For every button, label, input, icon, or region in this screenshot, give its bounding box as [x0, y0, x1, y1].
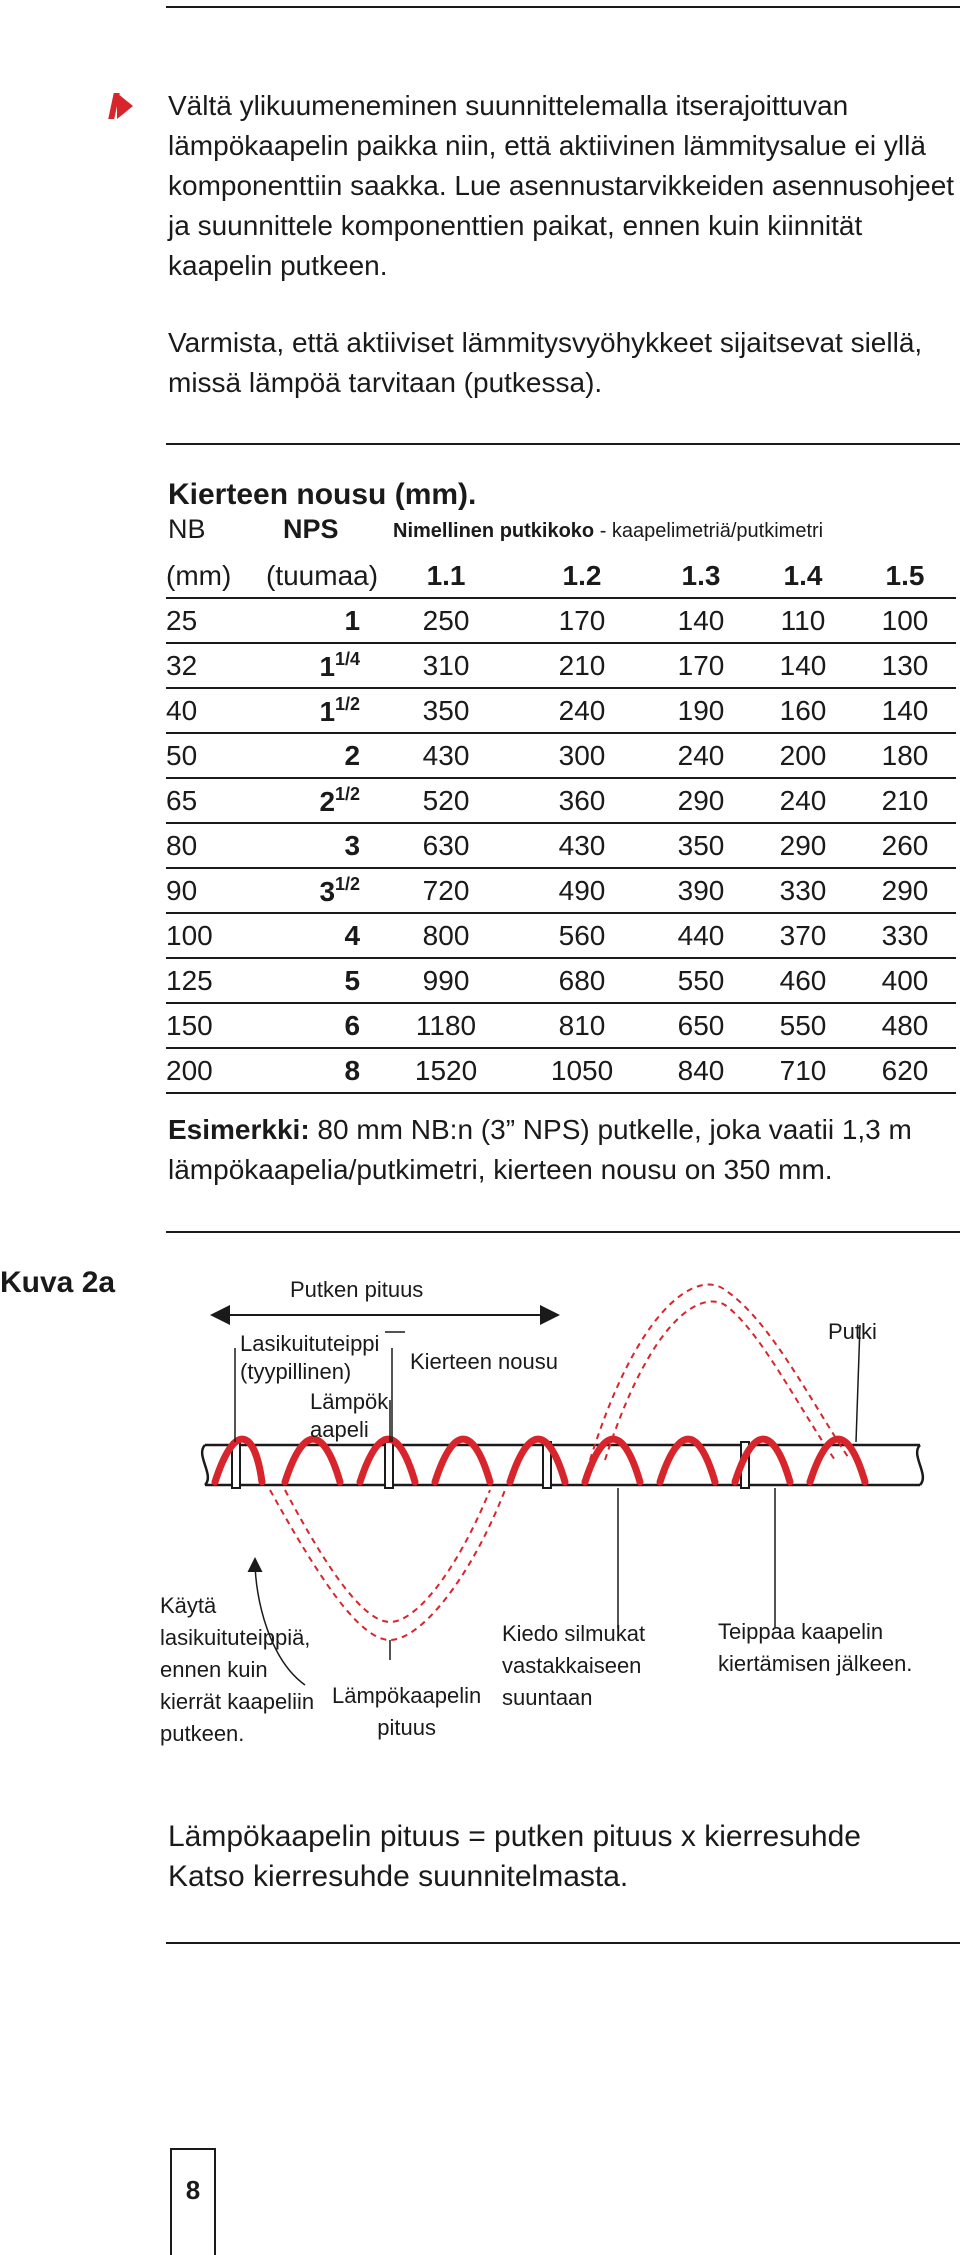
cell-nps	[266, 823, 378, 868]
cell-nps	[266, 958, 378, 1003]
cell-pitch: 810	[514, 1003, 650, 1048]
label-pitch: Kierteen nousu	[410, 1349, 558, 1374]
table-row	[166, 598, 956, 643]
label-use-tape	[160, 1590, 314, 1750]
cell-pitch: 550	[650, 958, 752, 1003]
table-title: Kierteen nousu (mm).	[168, 478, 477, 511]
top-rule	[166, 6, 960, 8]
formula-line-1: Lämpökaapelin pituus = putken pituus x kierresuhde	[168, 1820, 861, 1853]
table-row	[166, 958, 956, 1003]
red-arrow-bullet-icon	[117, 93, 133, 119]
cell-pitch: 350	[378, 688, 514, 733]
use-tape-line-3: ennen kuin	[160, 1657, 268, 1682]
page-number: 8	[170, 2148, 216, 2255]
cell-pitch: 350	[650, 823, 752, 868]
cell-pitch: 490	[514, 868, 650, 913]
cell-pitch: 630	[378, 823, 514, 868]
table-unit-row	[166, 554, 956, 598]
cell-pitch: 440	[650, 913, 752, 958]
cell-pitch: 520	[378, 778, 514, 823]
cell-pitch: 400	[854, 958, 956, 1003]
cell-pitch: 290	[854, 868, 956, 913]
intro-paragraph-1: Vältä ylikuumeneminen suunnittelemalla itserajoittuvan lämpökaapelin paikka niin, että aktiivinen lämmitysalue ei yllä komponenttiin saakka. Lue asennustarvikkeiden asennusohjeet ja suunnittele komponenttien paikat, ennen kuin kiinnität kaapelin putkeen.	[168, 90, 955, 281]
unit-nps: (tuumaa)	[266, 554, 378, 598]
table-row	[166, 688, 956, 733]
head-nominal: Nimellinen putkikoko - kaapelimetriä/putkimetri	[393, 520, 824, 542]
cell-pitch: 140	[752, 643, 854, 688]
cell-nps	[266, 688, 378, 733]
cell-pitch: 140	[650, 598, 752, 643]
cell-pitch: 240	[514, 688, 650, 733]
cell-pitch: 210	[514, 643, 650, 688]
cell-nb: 125	[166, 958, 266, 1003]
cell-nps	[266, 868, 378, 913]
cell-nb: 80	[166, 823, 266, 868]
figure-label: Kuva 2a	[0, 1266, 116, 1299]
nps-whole: 3	[344, 829, 361, 861]
cell-pitch: 800	[378, 913, 514, 958]
label-twist	[502, 1618, 645, 1714]
cell-pitch: 710	[752, 1048, 854, 1093]
nps-whole: 3	[319, 875, 336, 907]
label-cable-length	[332, 1680, 481, 1744]
unit-nb: (mm)	[166, 554, 266, 598]
twist-line-3: suuntaan	[502, 1685, 593, 1710]
cell-pitch: 560	[514, 913, 650, 958]
cell-pitch: 360	[514, 778, 650, 823]
nps-whole: 6	[344, 1009, 361, 1041]
cell-pitch: 370	[752, 913, 854, 958]
label-tape-after	[718, 1616, 912, 1680]
label-cable-1: Lämpök	[310, 1389, 389, 1414]
cell-pitch: 100	[854, 598, 956, 643]
head-nps: NPS	[283, 514, 339, 544]
cell-pitch: 680	[514, 958, 650, 1003]
pitch-table	[166, 554, 956, 1094]
cell-pitch: 250	[378, 598, 514, 643]
use-tape-line-1: Käytä	[160, 1593, 217, 1618]
cell-nb: 25	[166, 598, 266, 643]
tape-after-line-1: Teippaa kaapelin	[718, 1619, 884, 1644]
section-rule-2	[166, 1231, 960, 1233]
cell-pitch: 290	[650, 778, 752, 823]
table-row	[166, 1048, 956, 1093]
label-pipe-length: Putken pituus	[290, 1277, 424, 1302]
cell-nps	[266, 598, 378, 643]
cell-nb: 150	[166, 1003, 266, 1048]
cell-pitch: 160	[752, 688, 854, 733]
cell-pitch: 650	[650, 1003, 752, 1048]
table-row	[166, 868, 956, 913]
formula-line-2: Katso kierresuhde suunnitelmasta.	[168, 1860, 629, 1893]
formula	[168, 1817, 861, 1897]
cell-pitch: 190	[650, 688, 752, 733]
ratio-3: 1.3	[650, 554, 752, 598]
cell-pitch: 390	[650, 868, 752, 913]
ratio-2: 1.2	[514, 554, 650, 598]
cell-pitch: 170	[514, 598, 650, 643]
cell-pitch: 840	[650, 1048, 752, 1093]
label-fiberglass-tape-1: Lasikuituteippi	[240, 1331, 380, 1356]
use-tape-line-5: putkeen.	[160, 1721, 245, 1746]
cell-nb: 40	[166, 688, 266, 733]
cell-pitch: 430	[378, 733, 514, 778]
cell-pitch: 240	[752, 778, 854, 823]
twist-line-2: vastakkaiseen	[502, 1653, 642, 1678]
cell-pitch: 300	[514, 733, 650, 778]
cable-loop-up	[590, 1285, 850, 1460]
cell-pitch: 620	[854, 1048, 956, 1093]
label-fiberglass-tape-2: (tyypillinen)	[240, 1359, 352, 1384]
cell-nps	[266, 1048, 378, 1093]
ratio-4: 1.4	[752, 554, 854, 598]
cell-pitch: 1050	[514, 1048, 650, 1093]
nps-whole: 1	[344, 604, 361, 636]
cell-pitch: 260	[854, 823, 956, 868]
cell-pitch: 170	[650, 643, 752, 688]
cell-nps	[266, 733, 378, 778]
table-row	[166, 823, 956, 868]
cell-pitch: 130	[854, 643, 956, 688]
cell-pitch: 1520	[378, 1048, 514, 1093]
cell-nps	[266, 913, 378, 958]
table-row	[166, 913, 956, 958]
cell-nps	[266, 1003, 378, 1048]
ratio-5: 1.5	[854, 554, 956, 598]
cell-pitch: 290	[752, 823, 854, 868]
nps-whole: 4	[344, 919, 361, 951]
section-rule-3	[166, 1942, 960, 1944]
cell-nps	[266, 643, 378, 688]
intro-paragraph-2: Varmista, että aktiiviset lämmitysvyöhykkeet sijaitsevat siellä, missä lämpöä tarvitaan (putkessa).	[168, 327, 923, 398]
tape-after-line-2: kiertämisen jälkeen.	[718, 1651, 913, 1676]
nps-fraction: 1/2	[335, 693, 361, 714]
nps-whole: 1	[319, 650, 336, 682]
cable-length-line-2: pituus	[377, 1715, 436, 1740]
cell-nb: 200	[166, 1048, 266, 1093]
label-pipe: Putki	[828, 1319, 877, 1344]
cell-pitch: 310	[378, 643, 514, 688]
use-tape-line-4: kierrät kaapeliin	[160, 1689, 315, 1714]
cell-pitch: 550	[752, 1003, 854, 1048]
nps-whole: 5	[344, 964, 361, 996]
nps-whole: 2	[344, 739, 361, 771]
cell-pitch: 990	[378, 958, 514, 1003]
cell-pitch: 180	[854, 733, 956, 778]
section-rule-1	[166, 443, 960, 445]
nps-fraction: 1/2	[335, 783, 361, 804]
cell-nb: 65	[166, 778, 266, 823]
cell-nb: 90	[166, 868, 266, 913]
label-cable-2: aapeli	[310, 1417, 369, 1442]
nps-whole: 2	[319, 785, 336, 817]
table-row	[166, 733, 956, 778]
cell-pitch: 330	[752, 868, 854, 913]
cable-length-line-1: Lämpökaapelin	[332, 1683, 482, 1708]
cell-pitch: 460	[752, 958, 854, 1003]
table-row	[166, 778, 956, 823]
cell-pitch: 110	[752, 598, 854, 643]
cell-pitch: 480	[854, 1003, 956, 1048]
nps-whole: 1	[319, 695, 336, 727]
example-text: Esimerkki: 80 mm NB:n (3” NPS) putkelle, joka vaatii 1,3 m lämpökaapelia/putkimetri, kierteen nousu on 350 mm.	[168, 1114, 912, 1185]
cell-pitch: 140	[854, 688, 956, 733]
nps-fraction: 1/2	[335, 873, 361, 894]
twist-line-1: Kiedo silmukat	[502, 1621, 646, 1646]
ratio-1: 1.1	[378, 554, 514, 598]
cell-pitch: 200	[752, 733, 854, 778]
table-row	[166, 643, 956, 688]
cell-pitch: 430	[514, 823, 650, 868]
nps-whole: 8	[344, 1054, 361, 1086]
table-row	[166, 1003, 956, 1048]
cell-nb: 100	[166, 913, 266, 958]
cell-pitch: 720	[378, 868, 514, 913]
use-tape-line-2: lasikuituteippiä,	[160, 1625, 311, 1650]
cell-nb: 50	[166, 733, 266, 778]
cell-pitch: 240	[650, 733, 752, 778]
cell-nps	[266, 778, 378, 823]
head-nb: NB	[168, 514, 206, 544]
cell-pitch: 330	[854, 913, 956, 958]
cell-nb: 32	[166, 643, 266, 688]
cell-pitch: 210	[854, 778, 956, 823]
nps-fraction: 1/4	[335, 648, 361, 669]
cell-pitch: 1180	[378, 1003, 514, 1048]
